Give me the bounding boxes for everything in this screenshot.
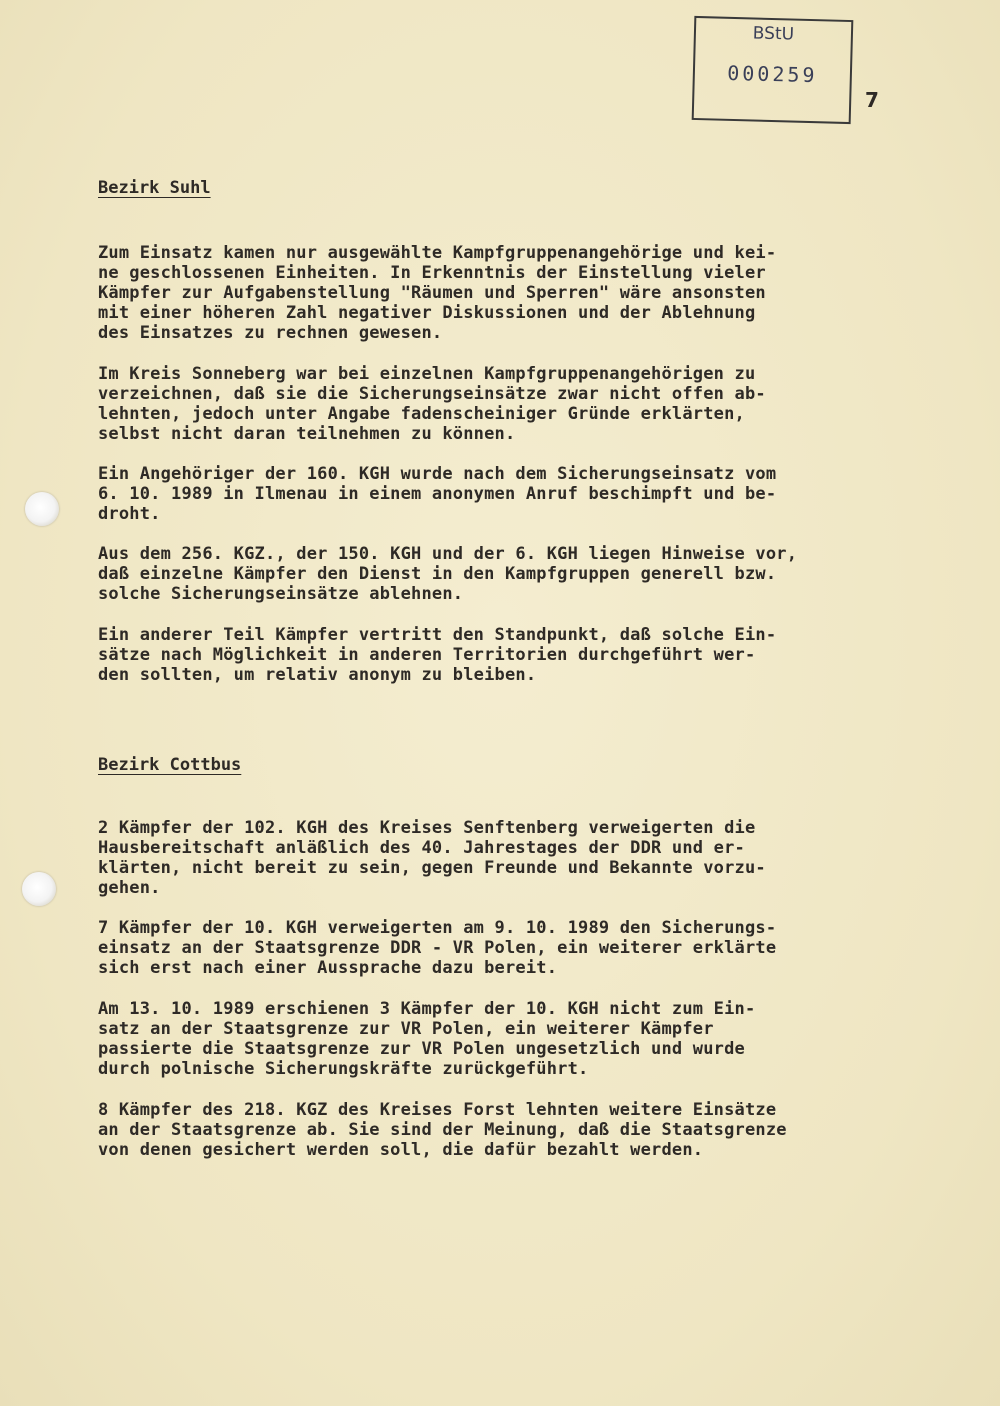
page-number: 7 [865, 88, 879, 112]
paragraph: Ein anderer Teil Kämpfer vertritt den Standpunkt, daß solche Ein- sätze nach Möglichkeit in anderen Territorien durchgeführt wer- den sollten, um relativ anonym zu bleiben. [98, 625, 777, 685]
paragraph: Ein Angehöriger der 160. KGH wurde nach dem Sicherungseinsatz vom 6. 10. 1989 in Ilmenau in einem anonymen Anruf beschimpft und be- droht. [98, 464, 777, 524]
paragraph: Am 13. 10. 1989 erschienen 3 Kämpfer der 10. KGH nicht zum Ein- satz an der Staatsgrenze zur VR Polen, ein weiterer Kämpfer passierte die Staatsgrenze zur VR Polen ungesetzlich und wurde durch polnische Sicherungskräfte zurückgeführt. [98, 999, 756, 1079]
punch-hole [25, 492, 59, 526]
punch-hole [22, 872, 56, 906]
section-heading-cottbus: Bezirk Cottbus [98, 755, 242, 775]
stamp-label: BStU [752, 23, 795, 45]
paragraph: Zum Einsatz kamen nur ausgewählte Kampfgruppenangehörige und kei- ne geschlossenen Einheiten. In Erkenntnis der Einstellung vieler Kämpfer zur Aufgabenstellung "Räumen und Sperren" wäre ansonsten mit einer höheren Zahl negativer Diskussionen und der Ablehnung des Einsatzes zu rechnen gewesen. [98, 243, 777, 343]
stamp-number: 000259 [726, 60, 818, 88]
paragraph: 7 Kämpfer der 10. KGH verweigerten am 9. 10. 1989 den Sicherungs- einsatz an der Staatsgrenze DDR - VR Polen, ein weiterer erklärte sich erst nach einer Aussprache dazu bereit. [98, 918, 777, 978]
section-heading-suhl: Bezirk Suhl [98, 178, 211, 198]
paragraph: 2 Kämpfer der 102. KGH des Kreises Senftenberg verweigerten die Hausbereitschaft anläßlich des 40. Jahrestages der DDR und er- klärten, nicht bereit zu sein, gegen Freunde und Bekannte vorzu- gehen. [98, 818, 766, 898]
archive-stamp [692, 16, 854, 124]
paragraph: Im Kreis Sonneberg war bei einzelnen Kampfgruppenangehörigen zu verzeichnen, daß sie die Sicherungseinsätze zwar nicht offen ab- lehnten, jedoch unter Angabe fadenscheiniger Gründe erklärten, selbst nicht daran teilnehmen zu können. [98, 364, 766, 444]
paragraph: Aus dem 256. KGZ., der 150. KGH und der 6. KGH liegen Hinweise vor, daß einzelne Kämpfer den Dienst in den Kampfgruppen generell bzw. solche Sicherungseinsätze ablehnen. [98, 544, 798, 604]
paragraph: 8 Kämpfer des 218. KGZ des Kreises Forst lehnten weitere Einsätze an der Staatsgrenze ab. Sie sind der Meinung, daß die Staatsgrenze von denen gesichert werden soll, die dafür bezahlt werden. [98, 1100, 787, 1160]
